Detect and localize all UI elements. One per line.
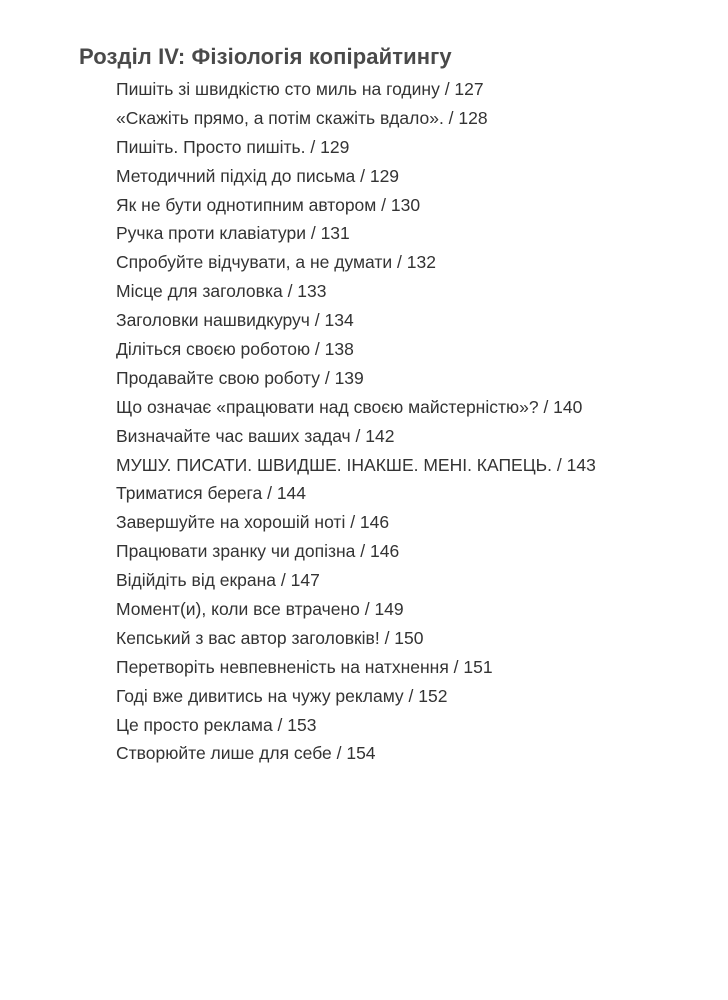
toc-entry: Спробуйте відчувати, а не думати / 132 [116, 252, 436, 273]
toc-entry: Працювати зранку чи допізна / 146 [116, 541, 400, 562]
toc-entry: Відійдіть від екрана / 147 [116, 570, 320, 591]
toc-entry: Триматися берега / 144 [116, 483, 307, 504]
toc-entry: Годі вже дивитись на чужу рекламу / 152 [116, 685, 448, 706]
toc-entry: Заголовки нашвидкуруч / 134 [116, 310, 354, 331]
toc-entry: Кепський з вас автор заголовків! / 150 [116, 627, 424, 648]
toc-entry: Діліться своєю роботою / 138 [116, 339, 354, 360]
toc-entry: «Скажіть прямо, а потім скажіть вдало». / 128 [116, 107, 488, 128]
toc-entry: Момент(и), коли все втрачено / 149 [116, 599, 404, 620]
toc-entry: Місце для заголовка / 133 [116, 281, 327, 302]
section-title: Розділ IV: Фізіологія копірайтингу [79, 44, 452, 69]
toc-entry: Що означає «працювати над своєю майстерністю»? / 140 [116, 396, 583, 417]
toc-entry: Ручка проти клавіатури / 131 [116, 223, 350, 244]
toc-entry: Продавайте свою роботу / 139 [116, 367, 364, 388]
toc-entry: Методичний підхід до письма / 129 [116, 165, 400, 186]
toc-entry: Пишіть. Просто пишіть. / 129 [116, 136, 350, 157]
toc-entry: МУШУ. ПИСАТИ. ШВИДШЕ. ІНАКШЕ. МЕНІ. КАПЕЦЬ. / 143 [116, 454, 596, 475]
toc-entry: Завершуйте на хорошій ноті / 146 [116, 512, 390, 533]
toc-entry: Створюйте лише для себе / 154 [116, 743, 376, 764]
toc-entry: Перетворіть невпевненість на натхнення / 151 [116, 656, 493, 677]
table-of-contents [116, 79, 596, 772]
toc-entry: Визначайте час ваших задач / 142 [116, 425, 395, 446]
toc-entry: Як не бути однотипним автором / 130 [116, 194, 421, 215]
toc-entry: Це просто реклама / 153 [116, 714, 317, 735]
toc-entry: Пишіть зі швидкістю сто миль на годину / 127 [116, 79, 484, 99]
